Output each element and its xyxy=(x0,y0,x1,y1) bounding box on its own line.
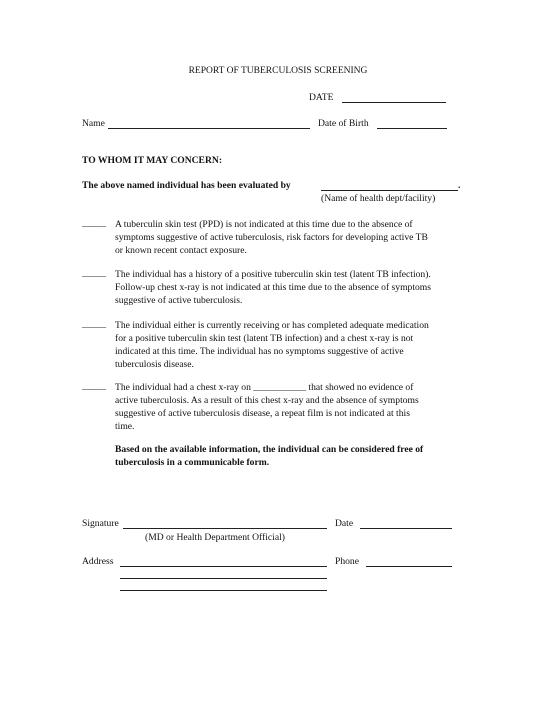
item-line: A tuberculin skin test (PPD) is not indicated at this time due to the absence of xyxy=(115,219,413,230)
item-line: active tuberculosis. As a result of this chest x-ray and the absence of symptoms xyxy=(115,395,419,406)
signature-date-field[interactable] xyxy=(360,528,452,529)
item-line: tuberculosis disease. xyxy=(115,359,194,370)
name-label: Name xyxy=(82,118,105,129)
page-title: REPORT OF TUBERCULOSIS SCREENING xyxy=(188,66,368,76)
list-item xyxy=(115,268,431,307)
item-checkbox-blank[interactable]: _____ xyxy=(82,218,106,229)
health-dept-caption: (Name of health dept/facility) xyxy=(321,193,436,204)
item-line: time. xyxy=(115,421,135,432)
item-line: for a positive tuberculin skin test (latent TB infection) and a chest x-ray is not xyxy=(115,333,414,344)
item-checkbox-blank[interactable]: _____ xyxy=(82,381,106,392)
phone-field[interactable] xyxy=(366,566,452,567)
item-line: The individual has a history of a positive tuberculin skin test (latent TB infection). xyxy=(115,269,431,280)
address-field-line-3[interactable] xyxy=(120,590,327,591)
list-item xyxy=(115,218,428,257)
signature-label: Signature xyxy=(82,518,119,529)
item-line: suggestive of active tuberculosis disease, a repeat film is not indicated at this xyxy=(115,408,410,419)
item-line: The individual either is currently receiving or has completed adequate medication xyxy=(115,320,429,331)
address-field-line-1[interactable] xyxy=(120,566,327,567)
item-line: symptoms suggestive of active tuberculosis, risk factors for developing active TB xyxy=(115,232,428,243)
salutation: TO WHOM IT MAY CONCERN: xyxy=(82,155,223,166)
conclusion-text xyxy=(115,443,423,469)
dob-label: Date of Birth xyxy=(318,118,369,129)
item-line: or known recent contact exposure. xyxy=(115,245,247,256)
item-line: suggestive of active tuberculosis. xyxy=(115,295,243,306)
signature-date-label: Date xyxy=(335,518,354,529)
evaluated-by-period: . xyxy=(458,180,461,191)
signature-caption: (MD or Health Department Official) xyxy=(145,532,285,543)
dob-field[interactable] xyxy=(377,128,447,129)
conclusion-line: Based on the available information, the individual can be considered free of xyxy=(115,444,424,455)
list-item xyxy=(115,381,419,433)
conclusion-line: tuberculosis in a communicable form. xyxy=(115,457,270,468)
date-label: DATE xyxy=(309,92,334,103)
health-dept-field[interactable] xyxy=(321,190,458,191)
evaluated-by-text: The above named individual has been evaluated by xyxy=(82,180,291,191)
item-checkbox-blank[interactable]: _____ xyxy=(82,268,106,279)
address-field-line-2[interactable] xyxy=(120,578,327,579)
signature-field[interactable] xyxy=(123,528,327,529)
list-item xyxy=(115,319,429,371)
item-checkbox-blank[interactable]: _____ xyxy=(82,319,106,330)
date-field[interactable] xyxy=(342,102,446,103)
item-line: The individual had a chest x-ray on ___________ that showed no evidence of xyxy=(115,382,414,393)
name-field[interactable] xyxy=(108,128,310,129)
phone-label: Phone xyxy=(335,556,359,567)
item-line: indicated at this time. The individual has no symptoms suggestive of active xyxy=(115,346,404,357)
item-line: Follow-up chest x-ray is not indicated at this time due to the absence of symptoms xyxy=(115,282,431,293)
address-label: Address xyxy=(82,556,114,567)
